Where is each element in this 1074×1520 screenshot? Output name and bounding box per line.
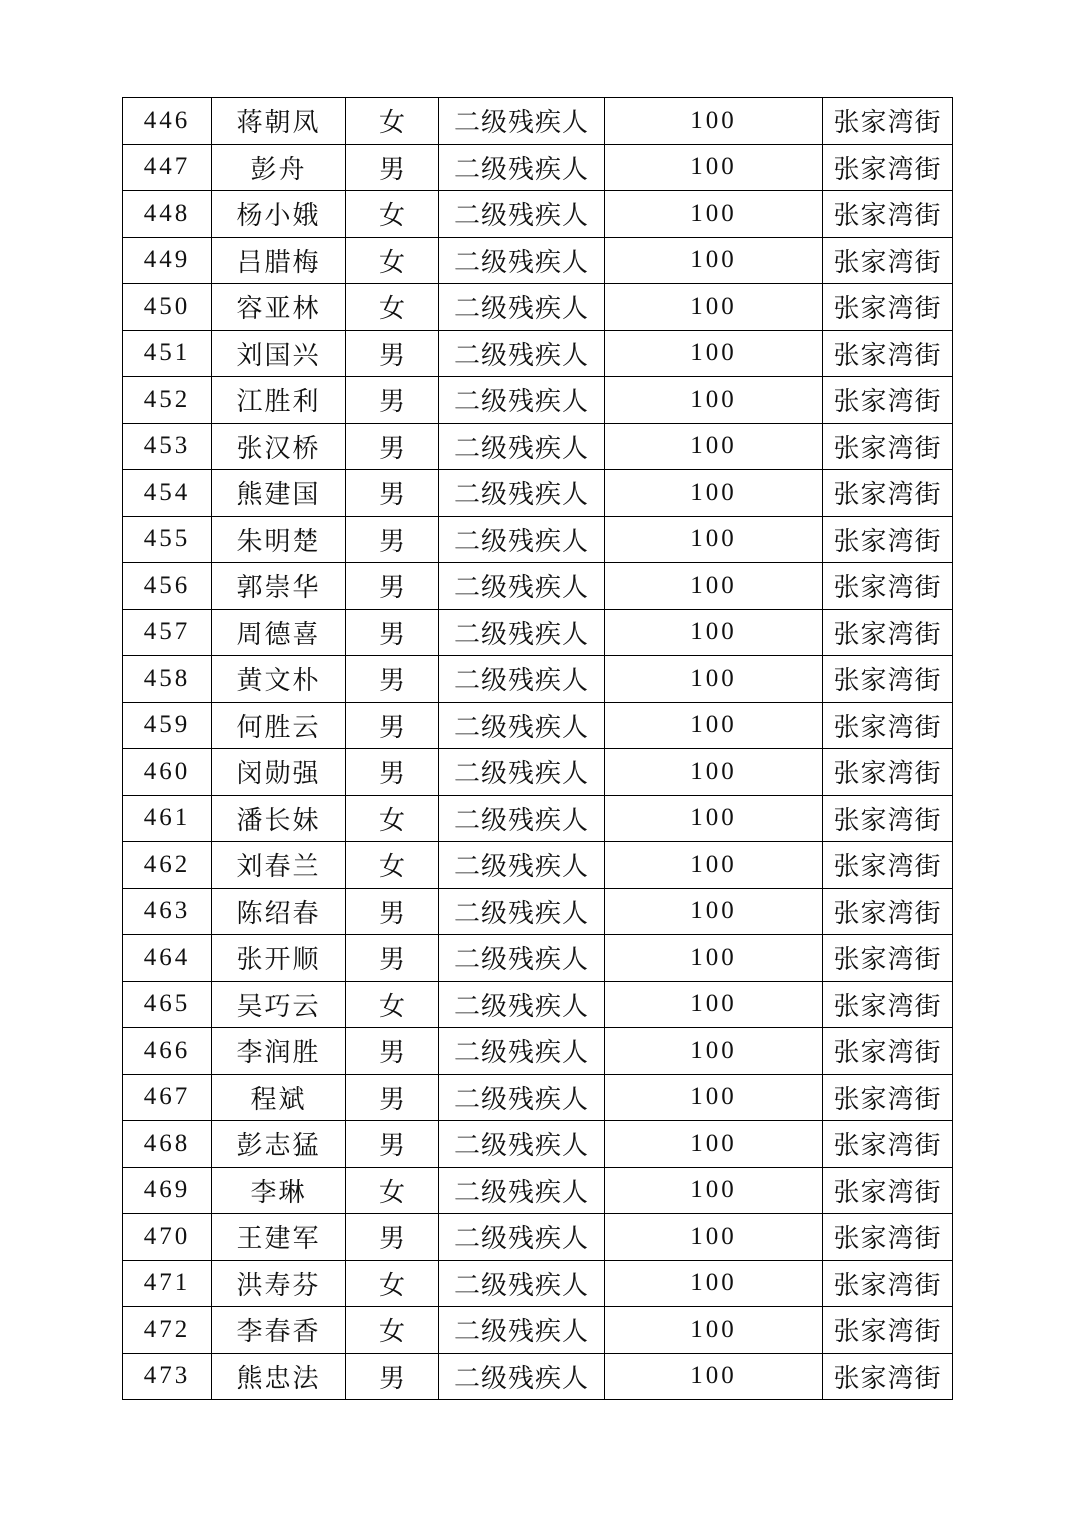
person-name-cell: 黄文朴 (212, 656, 346, 703)
gender-cell: 女 (346, 98, 439, 145)
person-name-cell: 蒋朝凤 (212, 98, 346, 145)
person-name-cell: 李春香 (212, 1307, 346, 1354)
gender-cell: 女 (346, 237, 439, 284)
table-row (123, 284, 953, 331)
gender-cell: 女 (346, 981, 439, 1028)
row-number-cell: 453 (123, 423, 212, 470)
person-name-cell: 潘长妹 (212, 795, 346, 842)
gender-cell: 女 (346, 284, 439, 331)
row-number-cell: 463 (123, 888, 212, 935)
person-name-cell: 杨小娥 (212, 191, 346, 238)
amount-cell: 100 (605, 1307, 823, 1354)
disability-level-cell: 二级残疾人 (439, 795, 605, 842)
gender-cell: 女 (346, 842, 439, 889)
amount-cell: 100 (605, 1167, 823, 1214)
person-name-cell: 江胜利 (212, 377, 346, 424)
table-row (123, 981, 953, 1028)
street-cell: 张家湾街 (823, 1074, 953, 1121)
disability-level-cell: 二级残疾人 (439, 1028, 605, 1075)
person-name-cell: 张开顺 (212, 935, 346, 982)
row-number-cell: 458 (123, 656, 212, 703)
row-number-cell: 459 (123, 702, 212, 749)
street-cell: 张家湾街 (823, 1028, 953, 1075)
street-cell: 张家湾街 (823, 935, 953, 982)
gender-cell: 男 (346, 656, 439, 703)
street-cell: 张家湾街 (823, 470, 953, 517)
row-number-cell: 468 (123, 1121, 212, 1168)
person-name-cell: 闵勋强 (212, 749, 346, 796)
street-cell: 张家湾街 (823, 1353, 953, 1400)
gender-cell: 女 (346, 1307, 439, 1354)
gender-cell: 男 (346, 935, 439, 982)
amount-cell: 100 (605, 888, 823, 935)
disability-level-cell: 二级残疾人 (439, 1121, 605, 1168)
street-cell: 张家湾街 (823, 1307, 953, 1354)
table-body (123, 98, 953, 1400)
amount-cell: 100 (605, 144, 823, 191)
person-name-cell: 彭志猛 (212, 1121, 346, 1168)
row-number-cell: 456 (123, 563, 212, 610)
disability-level-cell: 二级残疾人 (439, 144, 605, 191)
amount-cell: 100 (605, 423, 823, 470)
person-name-cell: 陈绍春 (212, 888, 346, 935)
table-row (123, 656, 953, 703)
table-row (123, 516, 953, 563)
amount-cell: 100 (605, 702, 823, 749)
gender-cell: 男 (346, 377, 439, 424)
table-row (123, 330, 953, 377)
gender-cell: 男 (346, 423, 439, 470)
gender-cell: 男 (346, 1121, 439, 1168)
street-cell: 张家湾街 (823, 795, 953, 842)
person-name-cell: 吴巧云 (212, 981, 346, 1028)
table-row (123, 423, 953, 470)
row-number-cell: 447 (123, 144, 212, 191)
amount-cell: 100 (605, 609, 823, 656)
amount-cell: 100 (605, 284, 823, 331)
table-row (123, 144, 953, 191)
gender-cell: 女 (346, 1260, 439, 1307)
row-number-cell: 473 (123, 1353, 212, 1400)
person-name-cell: 王建军 (212, 1214, 346, 1261)
table-row (123, 795, 953, 842)
row-number-cell: 450 (123, 284, 212, 331)
disability-level-cell: 二级残疾人 (439, 1074, 605, 1121)
street-cell: 张家湾街 (823, 1121, 953, 1168)
row-number-cell: 472 (123, 1307, 212, 1354)
street-cell: 张家湾街 (823, 1260, 953, 1307)
table-row (123, 1028, 953, 1075)
street-cell: 张家湾街 (823, 656, 953, 703)
table-row (123, 563, 953, 610)
table-row (123, 842, 953, 889)
disability-level-cell: 二级残疾人 (439, 423, 605, 470)
disability-level-cell: 二级残疾人 (439, 609, 605, 656)
row-number-cell: 455 (123, 516, 212, 563)
roster-table-container (122, 97, 952, 1400)
amount-cell: 100 (605, 1074, 823, 1121)
row-number-cell: 462 (123, 842, 212, 889)
gender-cell: 男 (346, 144, 439, 191)
amount-cell: 100 (605, 98, 823, 145)
disability-level-cell: 二级残疾人 (439, 749, 605, 796)
disability-level-cell: 二级残疾人 (439, 656, 605, 703)
amount-cell: 100 (605, 935, 823, 982)
street-cell: 张家湾街 (823, 563, 953, 610)
row-number-cell: 465 (123, 981, 212, 1028)
person-name-cell: 彭舟 (212, 144, 346, 191)
gender-cell: 男 (346, 1353, 439, 1400)
table-row (123, 1353, 953, 1400)
gender-cell: 男 (346, 563, 439, 610)
street-cell: 张家湾街 (823, 888, 953, 935)
street-cell: 张家湾街 (823, 191, 953, 238)
disability-level-cell: 二级残疾人 (439, 98, 605, 145)
street-cell: 张家湾街 (823, 981, 953, 1028)
amount-cell: 100 (605, 749, 823, 796)
amount-cell: 100 (605, 1353, 823, 1400)
street-cell: 张家湾街 (823, 842, 953, 889)
amount-cell: 100 (605, 470, 823, 517)
amount-cell: 100 (605, 981, 823, 1028)
disability-level-cell: 二级残疾人 (439, 237, 605, 284)
amount-cell: 100 (605, 1028, 823, 1075)
disability-level-cell: 二级残疾人 (439, 516, 605, 563)
street-cell: 张家湾街 (823, 237, 953, 284)
disability-level-cell: 二级残疾人 (439, 981, 605, 1028)
table-row (123, 749, 953, 796)
table-row (123, 237, 953, 284)
row-number-cell: 446 (123, 98, 212, 145)
row-number-cell: 460 (123, 749, 212, 796)
street-cell: 张家湾街 (823, 98, 953, 145)
disability-level-cell: 二级残疾人 (439, 842, 605, 889)
row-number-cell: 451 (123, 330, 212, 377)
row-number-cell: 471 (123, 1260, 212, 1307)
gender-cell: 男 (346, 702, 439, 749)
amount-cell: 100 (605, 516, 823, 563)
street-cell: 张家湾街 (823, 1214, 953, 1261)
gender-cell: 男 (346, 1074, 439, 1121)
disability-level-cell: 二级残疾人 (439, 1307, 605, 1354)
amount-cell: 100 (605, 842, 823, 889)
disability-level-cell: 二级残疾人 (439, 1214, 605, 1261)
disability-level-cell: 二级残疾人 (439, 1353, 605, 1400)
person-name-cell: 何胜云 (212, 702, 346, 749)
gender-cell: 男 (346, 470, 439, 517)
amount-cell: 100 (605, 563, 823, 610)
table-row (123, 98, 953, 145)
street-cell: 张家湾街 (823, 377, 953, 424)
street-cell: 张家湾街 (823, 516, 953, 563)
person-name-cell: 张汉桥 (212, 423, 346, 470)
row-number-cell: 469 (123, 1167, 212, 1214)
table-row (123, 1074, 953, 1121)
amount-cell: 100 (605, 656, 823, 703)
amount-cell: 100 (605, 1121, 823, 1168)
disability-level-cell: 二级残疾人 (439, 470, 605, 517)
table-row (123, 935, 953, 982)
disability-level-cell: 二级残疾人 (439, 191, 605, 238)
amount-cell: 100 (605, 1214, 823, 1261)
table-row (123, 1214, 953, 1261)
amount-cell: 100 (605, 377, 823, 424)
table-row (123, 1260, 953, 1307)
row-number-cell: 452 (123, 377, 212, 424)
row-number-cell: 466 (123, 1028, 212, 1075)
gender-cell: 女 (346, 191, 439, 238)
amount-cell: 100 (605, 795, 823, 842)
amount-cell: 100 (605, 1260, 823, 1307)
row-number-cell: 470 (123, 1214, 212, 1261)
table-row (123, 191, 953, 238)
gender-cell: 男 (346, 1028, 439, 1075)
street-cell: 张家湾街 (823, 330, 953, 377)
row-number-cell: 457 (123, 609, 212, 656)
disability-level-cell: 二级残疾人 (439, 563, 605, 610)
gender-cell: 女 (346, 1167, 439, 1214)
person-name-cell: 郭崇华 (212, 563, 346, 610)
disability-level-cell: 二级残疾人 (439, 377, 605, 424)
person-name-cell: 程斌 (212, 1074, 346, 1121)
table-row (123, 609, 953, 656)
table-row (123, 1121, 953, 1168)
table-row (123, 1167, 953, 1214)
disability-level-cell: 二级残疾人 (439, 935, 605, 982)
person-name-cell: 容亚林 (212, 284, 346, 331)
table-row (123, 470, 953, 517)
street-cell: 张家湾街 (823, 702, 953, 749)
person-name-cell: 吕腊梅 (212, 237, 346, 284)
disability-level-cell: 二级残疾人 (439, 330, 605, 377)
gender-cell: 男 (346, 1214, 439, 1261)
person-name-cell: 周德喜 (212, 609, 346, 656)
disability-level-cell: 二级残疾人 (439, 1167, 605, 1214)
amount-cell: 100 (605, 237, 823, 284)
gender-cell: 男 (346, 330, 439, 377)
person-name-cell: 李润胜 (212, 1028, 346, 1075)
street-cell: 张家湾街 (823, 144, 953, 191)
street-cell: 张家湾街 (823, 284, 953, 331)
person-name-cell: 朱明楚 (212, 516, 346, 563)
amount-cell: 100 (605, 191, 823, 238)
person-name-cell: 洪寿芬 (212, 1260, 346, 1307)
table-row (123, 888, 953, 935)
street-cell: 张家湾街 (823, 749, 953, 796)
street-cell: 张家湾街 (823, 609, 953, 656)
row-number-cell: 449 (123, 237, 212, 284)
disability-level-cell: 二级残疾人 (439, 1260, 605, 1307)
street-cell: 张家湾街 (823, 1167, 953, 1214)
disability-roster-table (122, 97, 953, 1400)
gender-cell: 男 (346, 888, 439, 935)
person-name-cell: 熊建国 (212, 470, 346, 517)
gender-cell: 男 (346, 609, 439, 656)
street-cell: 张家湾街 (823, 423, 953, 470)
gender-cell: 女 (346, 795, 439, 842)
person-name-cell: 熊忠法 (212, 1353, 346, 1400)
table-row (123, 702, 953, 749)
row-number-cell: 464 (123, 935, 212, 982)
disability-level-cell: 二级残疾人 (439, 702, 605, 749)
row-number-cell: 448 (123, 191, 212, 238)
person-name-cell: 刘春兰 (212, 842, 346, 889)
disability-level-cell: 二级残疾人 (439, 284, 605, 331)
table-row (123, 1307, 953, 1354)
gender-cell: 男 (346, 516, 439, 563)
table-row (123, 377, 953, 424)
person-name-cell: 刘国兴 (212, 330, 346, 377)
row-number-cell: 454 (123, 470, 212, 517)
row-number-cell: 467 (123, 1074, 212, 1121)
amount-cell: 100 (605, 330, 823, 377)
disability-level-cell: 二级残疾人 (439, 888, 605, 935)
gender-cell: 男 (346, 749, 439, 796)
row-number-cell: 461 (123, 795, 212, 842)
person-name-cell: 李琳 (212, 1167, 346, 1214)
